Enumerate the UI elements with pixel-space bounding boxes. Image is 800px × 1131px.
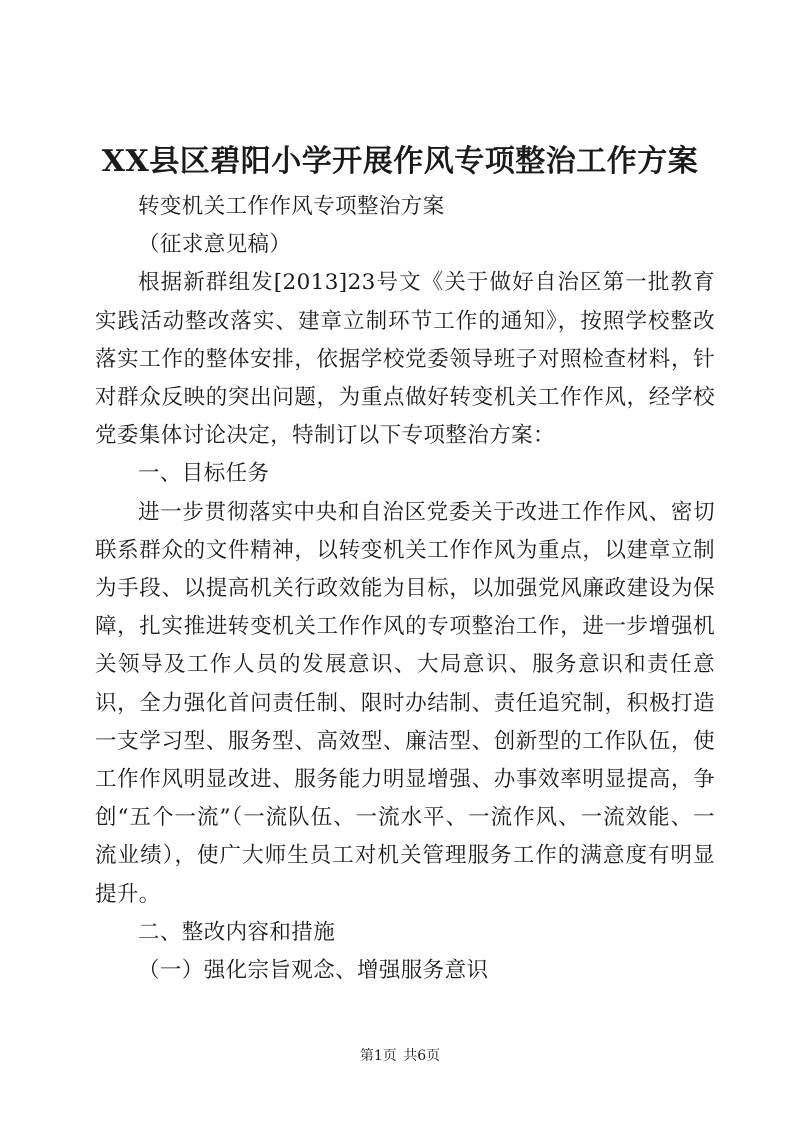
total-pages: 共6页 (403, 1048, 441, 1064)
intro-paragraph: 根据新群组发[2013]23号文《关于做好自治区第一批教育实践活动整改落实、建章立制环节工作的通知》，按照学校整改落实工作的整体安排，依据学校党委领导班子对照检查材料，针对群众反映的突出问题，为重点做好转变机关工作作风，经学校党委集体讨论决定，特制订以下专项整治方案： (95, 270, 715, 449)
subsection-heading-1: （一）强化宗旨观念、增强服务意识 (138, 958, 489, 984)
draft-note-paragraph: （征求意见稿） (138, 232, 292, 258)
section-heading-measures: 二、整改内容和措施 (138, 919, 336, 945)
document-body (95, 188, 715, 990)
page-footer (0, 1046, 800, 1066)
subtitle-paragraph: 转变机关工作作风专项整治方案 (138, 194, 445, 219)
document-title: XX县区碧阳小学开展作风专项整治工作方案 (101, 144, 699, 179)
section-heading-goals: 一、目标任务 (138, 461, 270, 487)
page-number: 第1页 (359, 1048, 397, 1064)
goals-paragraph: 进一步贯彻落实中央和自治区党委关于改进工作作风、密切联系群众的文件精神，以转变机关工作作风为重点，以建章立制为手段、以提高机关行政效能为目标，以加强党风廉政建设为保障，扎实推进转变机关工作作风的专项整治工作，进一步增强机关领导及工作人员的发展意识、大局意识、服务意识和责任意识，全力强化首问责任制、限时办结制、责任追究制，积极打造一支学习型、服务型、高效型、廉洁型、创新型的工作队伍，使工作作风明显改进、服务能力明显增强、办事效率明显提高，争创“五个一流”（一流队伍、一流水平、一流作风、一流效能、一流业绩），使广大师生员工对机关管理服务工作的满意度有明显提升。 (95, 499, 715, 907)
